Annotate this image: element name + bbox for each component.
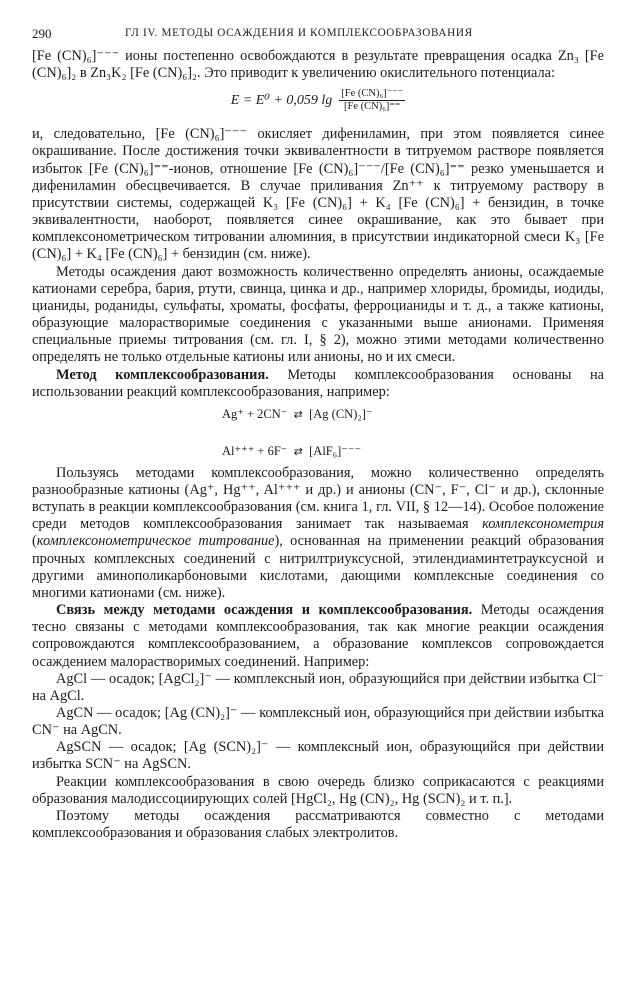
example-agscn: AgSCN — осадок; [Ag (SCN)₂]⁻ — комплексный ион, образующийся при действии избытка SCN⁻ на AgSCN. [32,739,604,773]
page-header [32,26,604,48]
section-heading-complexation: Метод комплексообразования. [56,366,269,383]
term-complexometric-titration: комплексонометрическое титрование [36,533,275,550]
paragraph-low-dissociating-salts: Реакции комплексообразования в свою очередь близко соприкасаются с реакциями образования малодиссоциирующих солей [HgCl₂, Hg (CN)₂, Hg (SCN)₂ и т. п.]. [32,773,604,807]
potential-formula [32,88,604,122]
formula-lhs: E = E⁰ + 0,059 lg [230,93,333,109]
term-complexometry: комплексонометрия [482,516,604,533]
reaction-equations [32,403,604,463]
book-page [32,26,604,842]
reaction-equation: Ag⁺ + 2CN⁻ ⇄ [Ag (CN)₂]⁻ [222,406,373,421]
reaction-equation: Al⁺⁺⁺ + 6F⁻ ⇄ [AlF₆]⁻⁻⁻ [222,443,362,458]
equilibrium-arrow-icon: ⇄ [293,407,303,421]
paragraph-relation-methods: Связь между методами осаждения и комплексообразования. Методы осаждения тесно связаны с методами комплексообразования, так как многие реакции осаждения сопровождаются комплексообразованием, а образование комплексов сопровождается осаждением малорастворимых соединений. Например: [32,602,604,670]
paragraph-ferricyanide-release: [Fe (CN)₆]⁻⁻⁻ ионы постепенно освобождаются в результате превращения осадка Zn₃ [Fe (CN)₆]₂ в Zn₃K₂ [Fe (CN)₆]₂. Это приводит к увеличению окислительного потенциала: [32,48,604,82]
example-agcn: AgCN — осадок; [Ag (CN)₂]⁻ — комплексный ион, образующийся при действии избытка CN⁻ на AgCN. [32,705,604,739]
page-number: 290 [32,26,52,41]
section-heading-relation: Связь между методами осаждения и комплексообразования. [56,602,473,619]
formula-numerator: [Fe (CN)₆]⁻⁻⁻ [341,88,404,100]
equilibrium-arrow-icon: ⇄ [293,444,303,458]
paragraph-complexometry: Пользуясь методами комплексообразования, можно количественно определять разнообразные катионы (Ag⁺, Hg⁺⁺, Al⁺⁺⁺ и др.) и анионы (CN⁻, F⁻, Cl⁻ и др.), склонные вступать в реакции комплексообразования (см. книга 1, гл. VII, § 12—14). Особое положение среди методов комплексообразования занимает так называемая комплексонометрия (комплексонометрическое титрование), основанная на применении реакций образования прочных комплексных соединений с нитрилтриуксусной, этилендиаминтетрауксусной и другими аминополикарбоновыми кислотами, дающими комплексные соединения со многими катионами (см. ниже). [32,464,604,601]
formula-fraction [339,88,405,113]
formula-denominator: [Fe (CN)₆]⁼⁼ [344,101,401,113]
example-agcl: AgCl — осадок; [AgCl₂]⁻ — комплексный ион, образующийся при действии избытка Cl⁻ на AgCl. [32,670,604,704]
paragraph-complexation-method: Метод комплексообразования. Методы комплексообразования основаны на использовании реакций комплексообразования, например: [32,366,604,400]
paragraph-precipitation-methods: Методы осаждения дают возможность количественно определять анионы, осаждаемые катионами серебра, бария, ртути, свинца, цинка и др., например хлориды, бромиды, иодиды, цианиды, роданиды, сульфаты, хроматы, фосфаты, ферроцианиды и т. д., а также катионы, образующие малорастворимые соединения с указанными выше анионами. Применяя специальные приемы титрования (см. гл. I, § 2), можно этими методами количественно определять не только отдельные катионы или анионы, но и их смеси. [32,263,604,366]
paragraph-diphenylamine: и, следовательно, [Fe (CN)₆]⁻⁻⁻ окисляет дифениламин, при этом появляется синее окрашивание. После достижения точки эквивалентности в титруемом растворе появляется избыток [Fe (CN)₆]⁼⁼-ионов, отношение [Fe (CN)₆]⁻⁻⁻/[Fe (CN)₆]⁼⁼ резко уменьшается и дифениламин обесцвечивается. В случае приливания Zn⁺⁺ к титруемому раствору в присутствии системы, содержащей K₃ [Fe (CN)₆] + K₄ [Fe (CN)₆] + бензидин, в точке эквивалентности, наоборот, появляется синее окрашивание, как это бывает при комплексонометрическом титровании алюминия, в присутствии индикаторной смеси K₃ [Fe (CN)₆] + K₄ [Fe (CN)₆] + бензидин (см. ниже). [32,126,604,263]
running-title: ГЛ IV. МЕТОДЫ ОСАЖДЕНИЯ И КОМПЛЕКСООБРАЗОВАНИЯ [125,27,473,39]
paragraph-conclusion: Поэтому методы осаждения рассматриваются совместно с методами комплексообразования и образования слабых электролитов. [32,807,604,842]
